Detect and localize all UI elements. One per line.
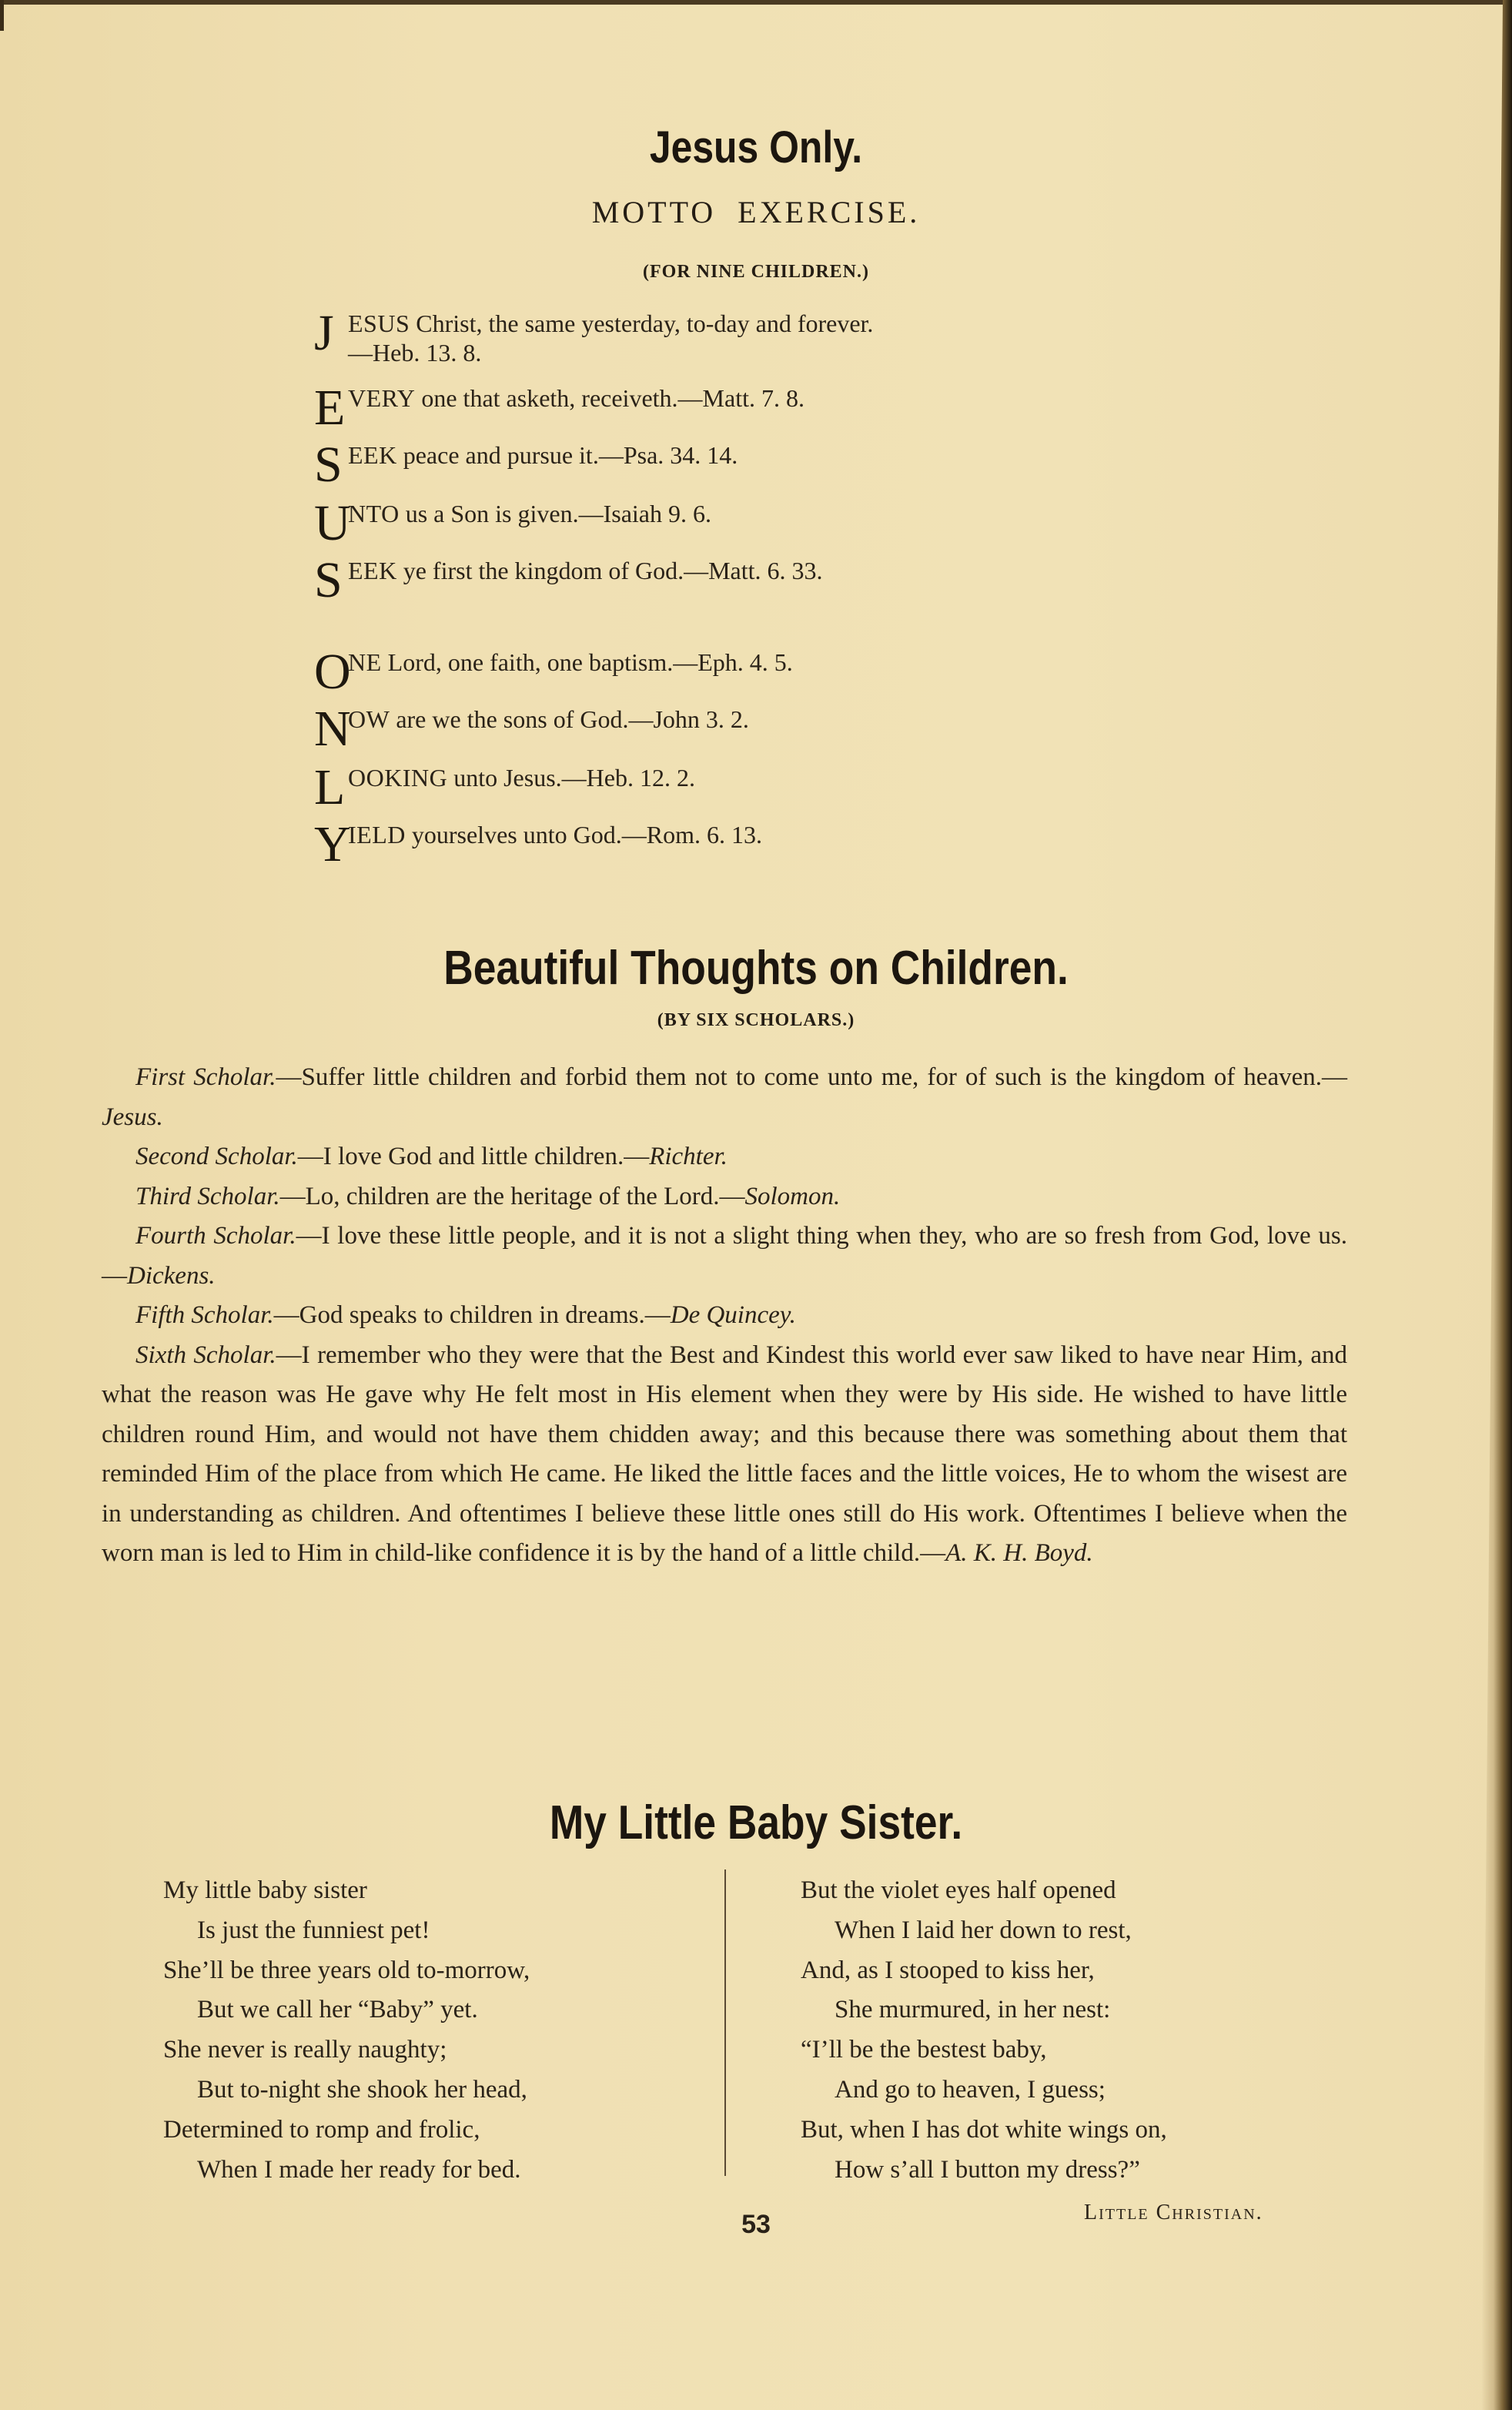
drop-capital: S <box>314 437 343 493</box>
drop-capital: N <box>314 701 351 757</box>
motto-caps: NTO <box>348 500 400 527</box>
poem-line: She murmured, in her nest: <box>835 1996 1111 2024</box>
motto-caps: IELD <box>348 821 406 849</box>
motto-body: Christ, the same yesterday, to-day and forever. <box>410 310 874 337</box>
poem-line: Is just the funniest pet! <box>197 1916 430 1944</box>
drop-capital: E <box>314 380 346 436</box>
scholar-speaker: Sixth Scholar. <box>135 1341 276 1369</box>
motto-body: us a Son is given.—Isaiah 9. 6. <box>399 500 711 527</box>
page-top-edge <box>0 0 1512 5</box>
scholar-speaker: First Scholar. <box>135 1063 276 1091</box>
motto-body: unto Jesus.—Heb. 12. 2. <box>447 764 695 792</box>
poem-line: Determined to romp and frolic, <box>163 2115 480 2144</box>
poem-line: But the violet eyes half opened <box>801 1876 1116 1904</box>
poem-line: How s’all I button my dress?” <box>835 2155 1140 2184</box>
scholar-quote: —I love these little people, and it is not a slight thing when they, who are so fresh from God, love us.— <box>102 1222 1347 1290</box>
scholar-entry <box>102 1296 1347 1336</box>
motto-caps: VERY <box>348 384 416 412</box>
scholar-attribution: Dickens. <box>127 1261 216 1290</box>
section-title-beautiful-thoughts: Beautiful Thoughts on Children. <box>443 942 1069 995</box>
motto-caps: OW <box>348 705 390 733</box>
motto-text <box>348 764 695 792</box>
motto-caps: NE <box>348 648 382 676</box>
poem-line: But we call her “Baby” yet. <box>197 1996 478 2024</box>
section-title-jesus-only: Jesus Only. <box>649 122 863 172</box>
poem-line: “I’ll be the bestest baby, <box>801 2036 1047 2064</box>
motto-text <box>348 441 738 470</box>
poem-line: My little baby sister <box>163 1876 367 1904</box>
section-note-six-scholars: (BY SIX SCHOLARS.) <box>657 1010 855 1030</box>
scholar-attribution: Richter. <box>649 1143 728 1170</box>
scholar-entry <box>102 1177 1347 1217</box>
scholar-attribution: Jesus. <box>102 1103 163 1131</box>
motto-text <box>348 310 873 338</box>
scholar-entry <box>102 1058 1347 1137</box>
poem-line: And, as I stooped to kiss her, <box>801 1956 1095 1984</box>
poem-line: But, when I has dot white wings on, <box>801 2115 1167 2144</box>
motto-body: Lord, one faith, one baptism.—Eph. 4. 5. <box>381 648 793 676</box>
motto-body: peace and pursue it.—Psa. 34. 14. <box>396 441 738 469</box>
scholar-speaker: Second Scholar. <box>135 1143 298 1170</box>
page-number: 53 <box>741 2210 771 2239</box>
section-title-baby-sister: My Little Baby Sister. <box>549 1796 963 1849</box>
scholar-speaker: Third Scholar. <box>135 1182 280 1210</box>
poem-line: When I laid her down to rest, <box>835 1916 1132 1944</box>
page-binding-shadow <box>1481 0 1512 2410</box>
scholar-attribution: De Quincey. <box>670 1301 796 1329</box>
motto-text <box>348 384 805 413</box>
scholar-attribution: A. K. H. Boyd. <box>945 1539 1093 1567</box>
scholar-speaker: Fourth Scholar. <box>135 1222 296 1250</box>
motto-text <box>348 705 749 734</box>
scholar-quote: —I love God and little children.— <box>297 1143 650 1170</box>
poem-line: But to-night she shook her head, <box>197 2075 527 2104</box>
motto-reference: —Heb. 13. 8. <box>348 339 482 367</box>
scholar-entry <box>102 1217 1347 1296</box>
motto-caps: EEK <box>348 557 397 584</box>
motto-caps: ESUS <box>348 310 410 337</box>
motto-text <box>348 500 711 528</box>
page-left-edge <box>0 0 4 31</box>
drop-capital: Y <box>314 816 351 872</box>
poem-line: She never is really naughty; <box>163 2036 447 2064</box>
scholar-quote: —Lo, children are the heritage of the Lord.— <box>279 1182 745 1210</box>
scholar-quote: —Suffer little children and forbid them not to come unto me, for of such is the kingdom of heaven.— <box>276 1063 1347 1091</box>
drop-capital: L <box>314 759 346 815</box>
drop-capital: O <box>314 644 351 700</box>
motto-text <box>348 557 823 585</box>
motto-body: ye first the kingdom of God.—Matt. 6. 33. <box>396 557 823 584</box>
scholar-quote: —I remember who they were that the Best and Kindest this world ever saw liked to have near Him, and what the reason was He gave why He felt most in His element when they were by His side. He wished to have little children round Him, and would not have them chidden away; and this because there was something about them that reminded Him of the place from which He came. He liked the little faces and the little voices, He to whom the wisest are in understanding as children. And oftentimes I believe these little ones still do His work. Oftentimes I believe when the worn man is led to Him in child-like confidence it is by the hand of a little child.— <box>102 1341 1347 1567</box>
scholar-quote: —God speaks to children in dreams.— <box>273 1301 671 1329</box>
poem-line: She’ll be three years old to-morrow, <box>163 1956 530 1984</box>
poem-credit: Little Christian. <box>1084 2201 1263 2224</box>
column-divider <box>724 1869 726 2176</box>
motto-text <box>348 821 762 849</box>
motto-body: are we the sons of God.—John 3. 2. <box>390 705 749 733</box>
section-note-nine-children: (FOR NINE CHILDREN.) <box>642 262 869 282</box>
poem-column-left <box>163 1871 530 2190</box>
motto-body: yourselves unto God.—Rom. 6. 13. <box>405 821 762 849</box>
scholar-entry <box>102 1137 1347 1177</box>
scholar-entry <box>102 1336 1347 1574</box>
scholar-attribution: Solomon. <box>744 1182 841 1210</box>
drop-capital: S <box>314 552 343 608</box>
motto-caps: OOKING <box>348 764 448 792</box>
scholar-quotes <box>102 1058 1347 1574</box>
motto-body: one that asketh, receiveth.—Matt. 7. 8. <box>415 384 805 412</box>
poem-line: And go to heaven, I guess; <box>835 2075 1106 2104</box>
motto-caps: EEK <box>348 441 397 469</box>
drop-capital: J <box>314 305 334 361</box>
section-subtitle-motto: MOTTO EXERCISE. <box>591 195 921 229</box>
drop-capital: U <box>314 495 351 551</box>
poem-column-right <box>801 1871 1167 2190</box>
motto-text <box>348 648 793 677</box>
poem-line: When I made her ready for bed. <box>197 2155 521 2184</box>
scholar-speaker: Fifth Scholar. <box>135 1301 274 1329</box>
